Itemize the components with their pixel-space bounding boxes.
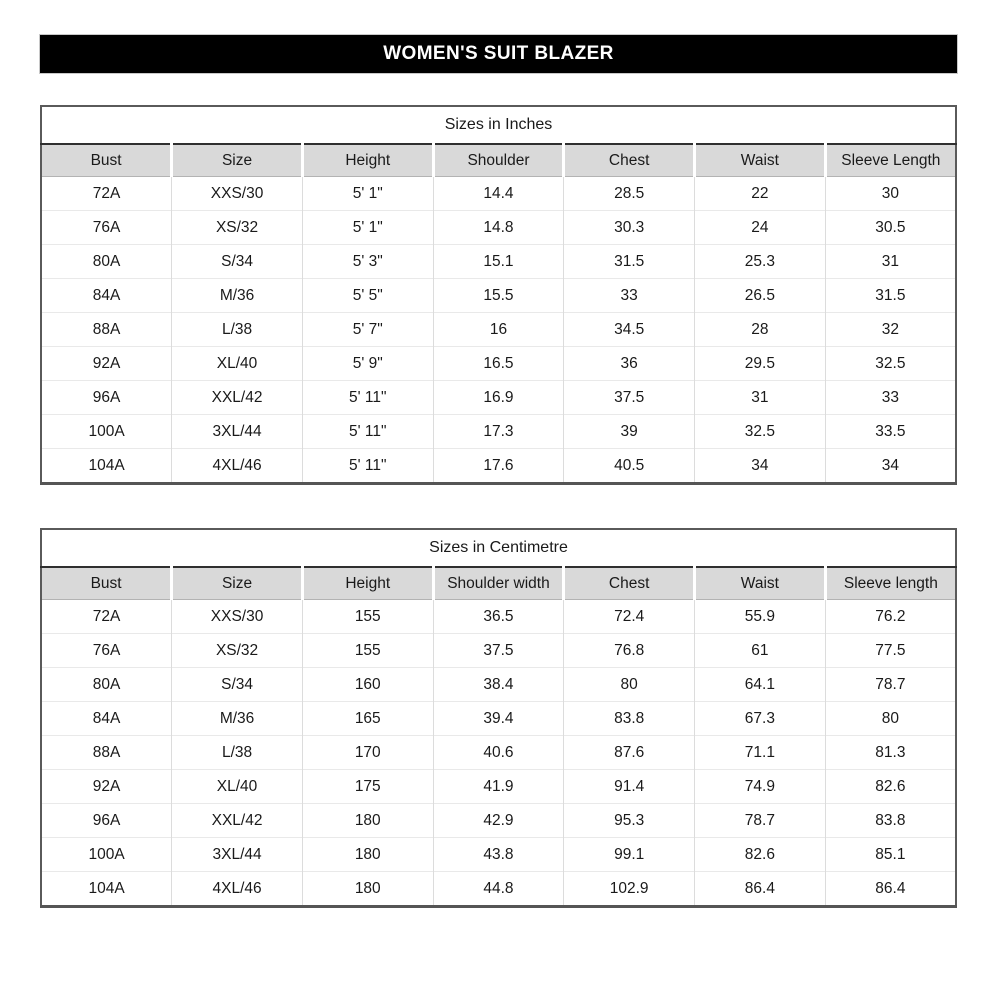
table-cell: 44.8 (433, 872, 564, 907)
table-cell: 96A (41, 804, 172, 838)
sizes-in-inches-table (40, 105, 957, 485)
table-cell: XS/32 (172, 211, 303, 245)
table-row (41, 211, 956, 245)
table-cell: 77.5 (825, 634, 956, 668)
table-cell: 29.5 (695, 347, 826, 381)
table-cell: 160 (302, 668, 433, 702)
table-cell: M/36 (172, 702, 303, 736)
table-cell: XXS/30 (172, 177, 303, 211)
table-cell: 102.9 (564, 872, 695, 907)
table-cell: XS/32 (172, 634, 303, 668)
table-title-row (41, 529, 956, 567)
column-header-bust: Bust (41, 144, 172, 177)
table-cell: 28 (695, 313, 826, 347)
table-cell: 81.3 (825, 736, 956, 770)
table-cell: 92A (41, 770, 172, 804)
table-cell: 31.5 (564, 245, 695, 279)
table-cell: 32 (825, 313, 956, 347)
table-cell: 61 (695, 634, 826, 668)
table-cell: 31 (825, 245, 956, 279)
table-cell: 67.3 (695, 702, 826, 736)
table-cell: 17.3 (433, 415, 564, 449)
table-cell: XL/40 (172, 770, 303, 804)
table-cell: 85.1 (825, 838, 956, 872)
table-cell: 37.5 (433, 634, 564, 668)
table-cell: S/34 (172, 668, 303, 702)
column-header-sleeve-length: Sleeve length (825, 567, 956, 600)
table-cell: 14.4 (433, 177, 564, 211)
table-cell: 5' 3" (302, 245, 433, 279)
table-row (41, 804, 956, 838)
table-cell: XXL/42 (172, 804, 303, 838)
column-header-chest: Chest (564, 144, 695, 177)
table-cell: M/36 (172, 279, 303, 313)
table-cell: 5' 1" (302, 211, 433, 245)
table-title: Sizes in Inches (41, 106, 956, 144)
table-cell: 25.3 (695, 245, 826, 279)
table-cell: 15.1 (433, 245, 564, 279)
table-row (41, 838, 956, 872)
column-header-sleeve-length: Sleeve Length (825, 144, 956, 177)
table-cell: 5' 11" (302, 381, 433, 415)
table-cell: 82.6 (695, 838, 826, 872)
table-row (41, 668, 956, 702)
table-cell: 22 (695, 177, 826, 211)
table-cell: 84A (41, 702, 172, 736)
table-cell: 99.1 (564, 838, 695, 872)
table-cell: 30.3 (564, 211, 695, 245)
table-cell: XL/40 (172, 347, 303, 381)
table-cell: 86.4 (695, 872, 826, 907)
table-row (41, 600, 956, 634)
table-cell: 55.9 (695, 600, 826, 634)
table-row (41, 736, 956, 770)
column-header-waist: Waist (695, 567, 826, 600)
table-cell: 40.6 (433, 736, 564, 770)
table-cell: 33 (825, 381, 956, 415)
table-cell: L/38 (172, 736, 303, 770)
table-cell: 5' 5" (302, 279, 433, 313)
sizes-in-centimetre-table (40, 528, 957, 908)
table-cell: 165 (302, 702, 433, 736)
table-cell: 80A (41, 668, 172, 702)
sizes-in-centimetre-table-body (41, 529, 956, 907)
table-cell: XXL/42 (172, 381, 303, 415)
table-row (41, 702, 956, 736)
table-cell: 83.8 (564, 702, 695, 736)
table-row (41, 634, 956, 668)
table-cell: 83.8 (825, 804, 956, 838)
table-cell: 104A (41, 449, 172, 484)
product-title: WOMEN'S SUIT BLAZER (383, 43, 614, 64)
table-cell: 76A (41, 211, 172, 245)
table-row (41, 245, 956, 279)
table-cell: 5' 7" (302, 313, 433, 347)
table-cell: 180 (302, 872, 433, 907)
table-cell: 76.8 (564, 634, 695, 668)
table-title: Sizes in Centimetre (41, 529, 956, 567)
table-cell: 36.5 (433, 600, 564, 634)
table-cell: 86.4 (825, 872, 956, 907)
column-header-waist: Waist (695, 144, 826, 177)
table-cell: 34 (695, 449, 826, 484)
table-cell: 41.9 (433, 770, 564, 804)
table-cell: 5' 11" (302, 415, 433, 449)
table-cell: 31 (695, 381, 826, 415)
table-cell: 39.4 (433, 702, 564, 736)
table-cell: 5' 11" (302, 449, 433, 484)
table-cell: 34 (825, 449, 956, 484)
table-cell: 72A (41, 177, 172, 211)
table-cell: 91.4 (564, 770, 695, 804)
table-cell: 16 (433, 313, 564, 347)
table-cell: 80 (564, 668, 695, 702)
table-cell: 34.5 (564, 313, 695, 347)
table-cell: 33 (564, 279, 695, 313)
table-cell: 31.5 (825, 279, 956, 313)
column-header-chest: Chest (564, 567, 695, 600)
column-header-shoulder-width: Shoulder width (433, 567, 564, 600)
table-cell: 155 (302, 634, 433, 668)
table-cell: 170 (302, 736, 433, 770)
table-header-row (41, 567, 956, 600)
table-cell: 100A (41, 415, 172, 449)
column-header-bust: Bust (41, 567, 172, 600)
table-cell: 88A (41, 313, 172, 347)
table-cell: 42.9 (433, 804, 564, 838)
table-cell: 72A (41, 600, 172, 634)
column-header-height: Height (302, 567, 433, 600)
column-header-shoulder: Shoulder (433, 144, 564, 177)
table-cell: 32.5 (825, 347, 956, 381)
table-cell: 155 (302, 600, 433, 634)
table-cell: 38.4 (433, 668, 564, 702)
table-cell: 28.5 (564, 177, 695, 211)
table-cell: 3XL/44 (172, 415, 303, 449)
table-row (41, 313, 956, 347)
table-cell: 30.5 (825, 211, 956, 245)
table-cell: S/34 (172, 245, 303, 279)
table-row (41, 279, 956, 313)
table-cell: 26.5 (695, 279, 826, 313)
table-cell: 15.5 (433, 279, 564, 313)
column-header-height: Height (302, 144, 433, 177)
table-cell: 92A (41, 347, 172, 381)
table-cell: 175 (302, 770, 433, 804)
table-row (41, 872, 956, 907)
table-cell: 104A (41, 872, 172, 907)
table-cell: 4XL/46 (172, 872, 303, 907)
table-cell: 100A (41, 838, 172, 872)
table-cell: 72.4 (564, 600, 695, 634)
column-header-size: Size (172, 144, 303, 177)
table-cell: 87.6 (564, 736, 695, 770)
table-cell: 82.6 (825, 770, 956, 804)
table-cell: 64.1 (695, 668, 826, 702)
table-cell: 14.8 (433, 211, 564, 245)
table-cell: 84A (41, 279, 172, 313)
table-cell: 30 (825, 177, 956, 211)
table-cell: 16.9 (433, 381, 564, 415)
table-title-row (41, 106, 956, 144)
table-cell: 4XL/46 (172, 449, 303, 484)
table-cell: 71.1 (695, 736, 826, 770)
table-cell: 180 (302, 804, 433, 838)
table-cell: 5' 9" (302, 347, 433, 381)
table-cell: 80 (825, 702, 956, 736)
table-cell: 78.7 (825, 668, 956, 702)
table-cell: 24 (695, 211, 826, 245)
table-cell: 95.3 (564, 804, 695, 838)
table-row (41, 770, 956, 804)
table-cell: 96A (41, 381, 172, 415)
table-row (41, 449, 956, 484)
table-row (41, 415, 956, 449)
table-cell: 76.2 (825, 600, 956, 634)
column-header-size: Size (172, 567, 303, 600)
table-cell: 76A (41, 634, 172, 668)
table-cell: 33.5 (825, 415, 956, 449)
table-cell: 80A (41, 245, 172, 279)
table-cell: XXS/30 (172, 600, 303, 634)
product-title-banner (40, 35, 957, 73)
table-cell: 88A (41, 736, 172, 770)
table-cell: 43.8 (433, 838, 564, 872)
table-cell: 3XL/44 (172, 838, 303, 872)
table-row (41, 381, 956, 415)
table-cell: 17.6 (433, 449, 564, 484)
table-cell: 78.7 (695, 804, 826, 838)
table-cell: 5' 1" (302, 177, 433, 211)
table-cell: 16.5 (433, 347, 564, 381)
table-row (41, 177, 956, 211)
table-cell: 36 (564, 347, 695, 381)
table-row (41, 347, 956, 381)
table-cell: 40.5 (564, 449, 695, 484)
table-cell: 39 (564, 415, 695, 449)
sizes-in-inches-table-body (41, 106, 956, 484)
table-cell: 37.5 (564, 381, 695, 415)
table-cell: 32.5 (695, 415, 826, 449)
table-cell: 180 (302, 838, 433, 872)
table-cell: L/38 (172, 313, 303, 347)
table-header-row (41, 144, 956, 177)
table-cell: 74.9 (695, 770, 826, 804)
